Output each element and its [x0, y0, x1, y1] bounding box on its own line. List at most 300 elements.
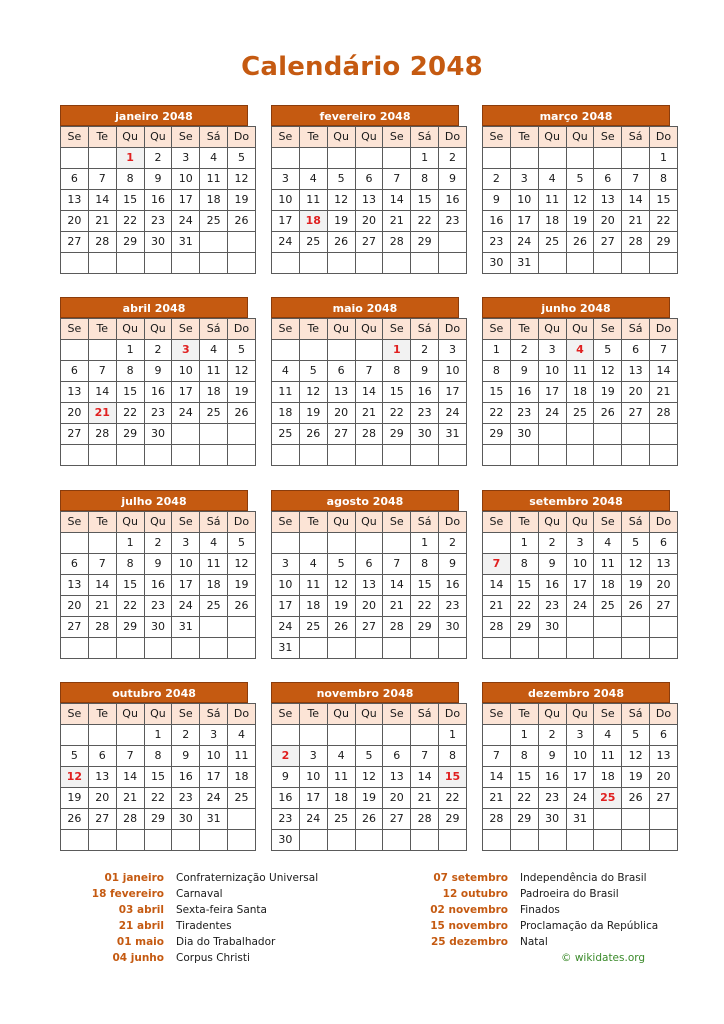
week-row [61, 596, 256, 617]
empty-day-cell [622, 809, 650, 830]
day-cell: 7 [88, 361, 116, 382]
week-row [61, 788, 256, 809]
day-cell: 28 [622, 232, 650, 253]
day-cell: 19 [594, 382, 622, 403]
day-cell: 29 [510, 617, 538, 638]
day-cell: 13 [61, 382, 89, 403]
day-cell: 15 [510, 767, 538, 788]
day-cell: 5 [61, 746, 89, 767]
day-cell: 12 [228, 169, 256, 190]
day-cell: 28 [483, 809, 511, 830]
month-block [271, 682, 459, 851]
day-cell: 16 [439, 575, 467, 596]
week-row [61, 554, 256, 575]
day-cell: 18 [327, 788, 355, 809]
day-cell: 14 [88, 190, 116, 211]
empty-day-cell [228, 232, 256, 253]
day-cell: 30 [538, 617, 566, 638]
empty-day-cell [88, 725, 116, 746]
empty-day-cell [116, 445, 144, 466]
empty-day-cell [538, 830, 566, 851]
month-block [482, 105, 670, 274]
week-row [483, 809, 678, 830]
day-cell: 20 [61, 211, 89, 232]
day-cell: 3 [272, 554, 300, 575]
week-row [272, 533, 467, 554]
empty-day-cell [299, 340, 327, 361]
day-cell: 28 [650, 403, 678, 424]
weekday-label: Sá [622, 704, 650, 725]
weekday-label: Se [272, 127, 300, 148]
day-cell: 24 [172, 596, 200, 617]
weekday-label: Te [88, 319, 116, 340]
day-cell: 18 [200, 382, 228, 403]
day-cell: 19 [228, 575, 256, 596]
week-row [483, 617, 678, 638]
empty-day-cell [650, 617, 678, 638]
weekday-label: Se [172, 319, 200, 340]
holiday-row [54, 934, 354, 950]
day-cell: 27 [355, 232, 383, 253]
week-row [483, 445, 678, 466]
empty-day-cell [566, 253, 594, 274]
week-row [61, 445, 256, 466]
day-cell: 1 [116, 533, 144, 554]
empty-day-cell [327, 830, 355, 851]
holiday-date: 21 abril [118, 920, 164, 932]
holiday-date: 07 setembro [433, 872, 508, 884]
empty-day-cell [61, 533, 89, 554]
day-cell: 5 [299, 361, 327, 382]
day-cell: 5 [228, 340, 256, 361]
day-cell: 6 [327, 361, 355, 382]
day-cell: 19 [228, 382, 256, 403]
empty-day-cell [439, 830, 467, 851]
day-cell: 20 [650, 767, 678, 788]
month-title: setembro 2048 [482, 490, 670, 511]
week-row [61, 746, 256, 767]
month-title: agosto 2048 [271, 490, 459, 511]
day-cell: 16 [144, 382, 172, 403]
empty-day-cell [355, 830, 383, 851]
day-cell: 25 [594, 596, 622, 617]
day-cell: 12 [622, 554, 650, 575]
holiday-row [398, 934, 698, 950]
day-cell: 7 [411, 746, 439, 767]
week-row [272, 445, 467, 466]
day-cell: 1 [411, 533, 439, 554]
week-row [272, 809, 467, 830]
empty-day-cell [272, 725, 300, 746]
day-cell: 15 [116, 575, 144, 596]
day-cell: 18 [594, 767, 622, 788]
weekday-label: Sá [200, 319, 228, 340]
week-row [272, 767, 467, 788]
day-cell: 8 [483, 361, 511, 382]
day-cell: 2 [538, 533, 566, 554]
day-cell: 11 [299, 190, 327, 211]
weekday-header-row [61, 127, 256, 148]
month-block [60, 490, 248, 659]
day-cell: 22 [116, 596, 144, 617]
day-cell: 8 [116, 554, 144, 575]
week-row [483, 148, 678, 169]
day-cell: 13 [650, 554, 678, 575]
weekday-label: Qu [327, 512, 355, 533]
weekday-header-row [483, 127, 678, 148]
empty-day-cell [61, 445, 89, 466]
day-cell: 4 [538, 169, 566, 190]
week-row [61, 190, 256, 211]
day-cell: 21 [383, 211, 411, 232]
week-row [483, 746, 678, 767]
day-cell: 28 [383, 617, 411, 638]
month-grid [482, 703, 678, 851]
day-cell: 14 [483, 767, 511, 788]
day-cell: 5 [327, 554, 355, 575]
empty-day-cell [355, 445, 383, 466]
day-cell: 12 [327, 190, 355, 211]
empty-day-cell [299, 533, 327, 554]
day-cell: 16 [510, 382, 538, 403]
empty-day-cell [622, 253, 650, 274]
day-cell: 28 [383, 232, 411, 253]
day-cell: 18 [200, 190, 228, 211]
day-cell: 7 [483, 746, 511, 767]
empty-day-cell [88, 533, 116, 554]
empty-day-cell [483, 533, 511, 554]
empty-day-cell [383, 148, 411, 169]
empty-day-cell [144, 638, 172, 659]
day-cell: 14 [411, 767, 439, 788]
empty-day-cell [228, 253, 256, 274]
empty-day-cell [483, 445, 511, 466]
holiday-row [54, 902, 354, 918]
day-cell: 15 [483, 382, 511, 403]
empty-day-cell [299, 445, 327, 466]
day-cell: 13 [383, 767, 411, 788]
weekday-label: Do [228, 127, 256, 148]
day-cell: 19 [327, 211, 355, 232]
weekday-label: Qu [566, 319, 594, 340]
credit-link[interactable]: © wikidates.org [561, 952, 646, 964]
day-cell: 11 [299, 575, 327, 596]
day-cell: 23 [272, 809, 300, 830]
weekday-label: Te [88, 704, 116, 725]
holiday-row [398, 870, 698, 886]
day-cell: 17 [299, 788, 327, 809]
day-cell: 6 [650, 533, 678, 554]
weekday-label: Se [383, 512, 411, 533]
weekday-label: Se [272, 512, 300, 533]
holiday-day-cell: 21 [88, 403, 116, 424]
empty-day-cell [228, 830, 256, 851]
holiday-date: 02 novembro [430, 904, 508, 916]
day-cell: 20 [622, 382, 650, 403]
empty-day-cell [566, 617, 594, 638]
weekday-header-row [272, 319, 467, 340]
empty-day-cell [172, 638, 200, 659]
day-cell: 12 [566, 190, 594, 211]
day-cell: 21 [355, 403, 383, 424]
day-cell: 8 [439, 746, 467, 767]
weekday-header-row [272, 127, 467, 148]
week-row [483, 361, 678, 382]
day-cell: 15 [144, 767, 172, 788]
day-cell: 12 [594, 361, 622, 382]
day-cell: 23 [144, 403, 172, 424]
weekday-label: Qu [327, 319, 355, 340]
empty-day-cell [299, 638, 327, 659]
week-row [483, 638, 678, 659]
day-cell: 2 [483, 169, 511, 190]
day-cell: 3 [566, 725, 594, 746]
week-row [483, 169, 678, 190]
day-cell: 22 [510, 788, 538, 809]
day-cell: 24 [272, 232, 300, 253]
day-cell: 24 [510, 232, 538, 253]
day-cell: 30 [538, 809, 566, 830]
holiday-row [54, 886, 354, 902]
weekday-label: Te [510, 704, 538, 725]
holiday-name: Carnaval [176, 888, 223, 900]
day-cell: 21 [650, 382, 678, 403]
day-cell: 30 [144, 424, 172, 445]
month-grid [60, 318, 256, 466]
day-cell: 9 [510, 361, 538, 382]
weekday-label: Sá [622, 319, 650, 340]
day-cell: 19 [228, 190, 256, 211]
empty-day-cell [172, 424, 200, 445]
week-row [61, 809, 256, 830]
day-cell: 4 [200, 340, 228, 361]
day-cell: 18 [566, 382, 594, 403]
week-row [272, 554, 467, 575]
day-cell: 16 [272, 788, 300, 809]
empty-day-cell [594, 617, 622, 638]
day-cell: 2 [510, 340, 538, 361]
week-row [483, 830, 678, 851]
weekday-label: Do [439, 319, 467, 340]
week-row [272, 424, 467, 445]
day-cell: 13 [594, 190, 622, 211]
empty-day-cell [144, 830, 172, 851]
day-cell: 3 [566, 533, 594, 554]
day-cell: 25 [299, 617, 327, 638]
weekday-label: Se [483, 319, 511, 340]
empty-day-cell [61, 830, 89, 851]
week-row [61, 232, 256, 253]
empty-day-cell [510, 445, 538, 466]
weekday-label: Do [228, 319, 256, 340]
day-cell: 1 [411, 148, 439, 169]
day-cell: 19 [299, 403, 327, 424]
day-cell: 25 [200, 403, 228, 424]
holiday-date: 01 janeiro [104, 872, 164, 884]
weekday-label: Se [594, 704, 622, 725]
empty-day-cell [327, 253, 355, 274]
day-cell: 27 [88, 809, 116, 830]
day-cell: 19 [327, 596, 355, 617]
week-row [272, 725, 467, 746]
day-cell: 4 [228, 725, 256, 746]
day-cell: 5 [566, 169, 594, 190]
weekday-label: Do [439, 127, 467, 148]
empty-day-cell [566, 148, 594, 169]
day-cell: 22 [411, 596, 439, 617]
weekday-label: Qu [116, 704, 144, 725]
holiday-name: Independência do Brasil [520, 872, 647, 884]
week-row [272, 382, 467, 403]
day-cell: 14 [116, 767, 144, 788]
weekday-label: Se [383, 127, 411, 148]
weekday-label: Sá [200, 127, 228, 148]
week-row [272, 830, 467, 851]
empty-day-cell [144, 445, 172, 466]
day-cell: 13 [650, 746, 678, 767]
day-cell: 9 [144, 169, 172, 190]
holiday-day-cell: 18 [299, 211, 327, 232]
day-cell: 24 [272, 617, 300, 638]
day-cell: 9 [439, 554, 467, 575]
day-cell: 17 [566, 767, 594, 788]
empty-day-cell [200, 830, 228, 851]
day-cell: 9 [272, 767, 300, 788]
week-row [61, 382, 256, 403]
weekday-label: Se [594, 127, 622, 148]
day-cell: 4 [299, 169, 327, 190]
month-title: novembro 2048 [271, 682, 459, 703]
day-cell: 14 [355, 382, 383, 403]
weekday-label: Do [650, 319, 678, 340]
empty-day-cell [299, 253, 327, 274]
empty-day-cell [439, 445, 467, 466]
day-cell: 23 [439, 211, 467, 232]
empty-day-cell [355, 638, 383, 659]
day-cell: 9 [538, 746, 566, 767]
week-row [483, 403, 678, 424]
holiday-list-left [54, 870, 354, 966]
weekday-label: Te [510, 127, 538, 148]
day-cell: 14 [383, 190, 411, 211]
day-cell: 26 [327, 617, 355, 638]
day-cell: 7 [383, 554, 411, 575]
day-cell: 8 [650, 169, 678, 190]
day-cell: 7 [88, 169, 116, 190]
empty-day-cell [650, 638, 678, 659]
week-row [483, 767, 678, 788]
day-cell: 6 [355, 554, 383, 575]
week-row [61, 403, 256, 424]
day-cell: 15 [116, 190, 144, 211]
weekday-label: Sá [200, 512, 228, 533]
day-cell: 23 [172, 788, 200, 809]
day-cell: 27 [61, 424, 89, 445]
day-cell: 5 [228, 533, 256, 554]
weekday-label: Te [299, 127, 327, 148]
weekday-label: Qu [355, 127, 383, 148]
month-title: maio 2048 [271, 297, 459, 318]
weekday-label: Se [272, 704, 300, 725]
day-cell: 29 [483, 424, 511, 445]
day-cell: 2 [172, 725, 200, 746]
empty-day-cell [650, 445, 678, 466]
day-cell: 13 [355, 190, 383, 211]
day-cell: 20 [355, 596, 383, 617]
empty-day-cell [411, 725, 439, 746]
day-cell: 12 [228, 361, 256, 382]
day-cell: 7 [88, 554, 116, 575]
day-cell: 3 [439, 340, 467, 361]
empty-day-cell [228, 445, 256, 466]
day-cell: 15 [510, 575, 538, 596]
empty-day-cell [172, 253, 200, 274]
empty-day-cell [327, 725, 355, 746]
day-cell: 6 [650, 725, 678, 746]
day-cell: 18 [200, 575, 228, 596]
day-cell: 21 [411, 788, 439, 809]
weekday-label: Se [594, 512, 622, 533]
week-row [61, 725, 256, 746]
day-cell: 29 [411, 617, 439, 638]
day-cell: 8 [144, 746, 172, 767]
weekday-label: Sá [622, 512, 650, 533]
weekday-label: Se [172, 704, 200, 725]
month-grid [482, 126, 678, 274]
day-cell: 31 [172, 232, 200, 253]
week-row [483, 190, 678, 211]
day-cell: 3 [172, 533, 200, 554]
weekday-header-row [483, 512, 678, 533]
day-cell: 27 [61, 617, 89, 638]
day-cell: 6 [594, 169, 622, 190]
day-cell: 12 [622, 746, 650, 767]
day-cell: 26 [327, 232, 355, 253]
day-cell: 24 [172, 211, 200, 232]
day-cell: 4 [594, 725, 622, 746]
weekday-label: Sá [411, 512, 439, 533]
day-cell: 30 [272, 830, 300, 851]
day-cell: 13 [355, 575, 383, 596]
day-cell: 1 [510, 533, 538, 554]
week-row [272, 340, 467, 361]
day-cell: 16 [538, 767, 566, 788]
day-cell: 15 [411, 190, 439, 211]
day-cell: 11 [538, 190, 566, 211]
empty-day-cell [594, 253, 622, 274]
empty-day-cell [327, 638, 355, 659]
day-cell: 7 [355, 361, 383, 382]
day-cell: 10 [200, 746, 228, 767]
empty-day-cell [383, 830, 411, 851]
day-cell: 16 [483, 211, 511, 232]
weekday-label: Do [650, 512, 678, 533]
week-row [483, 340, 678, 361]
day-cell: 15 [383, 382, 411, 403]
day-cell: 29 [116, 232, 144, 253]
day-cell: 30 [439, 617, 467, 638]
empty-day-cell [355, 725, 383, 746]
week-row [61, 575, 256, 596]
weekday-header-row [61, 512, 256, 533]
weekday-label: Qu [538, 512, 566, 533]
week-row [272, 788, 467, 809]
weekday-label: Te [510, 512, 538, 533]
empty-day-cell [88, 830, 116, 851]
day-cell: 25 [200, 596, 228, 617]
day-cell: 20 [355, 211, 383, 232]
weekday-label: Te [299, 512, 327, 533]
